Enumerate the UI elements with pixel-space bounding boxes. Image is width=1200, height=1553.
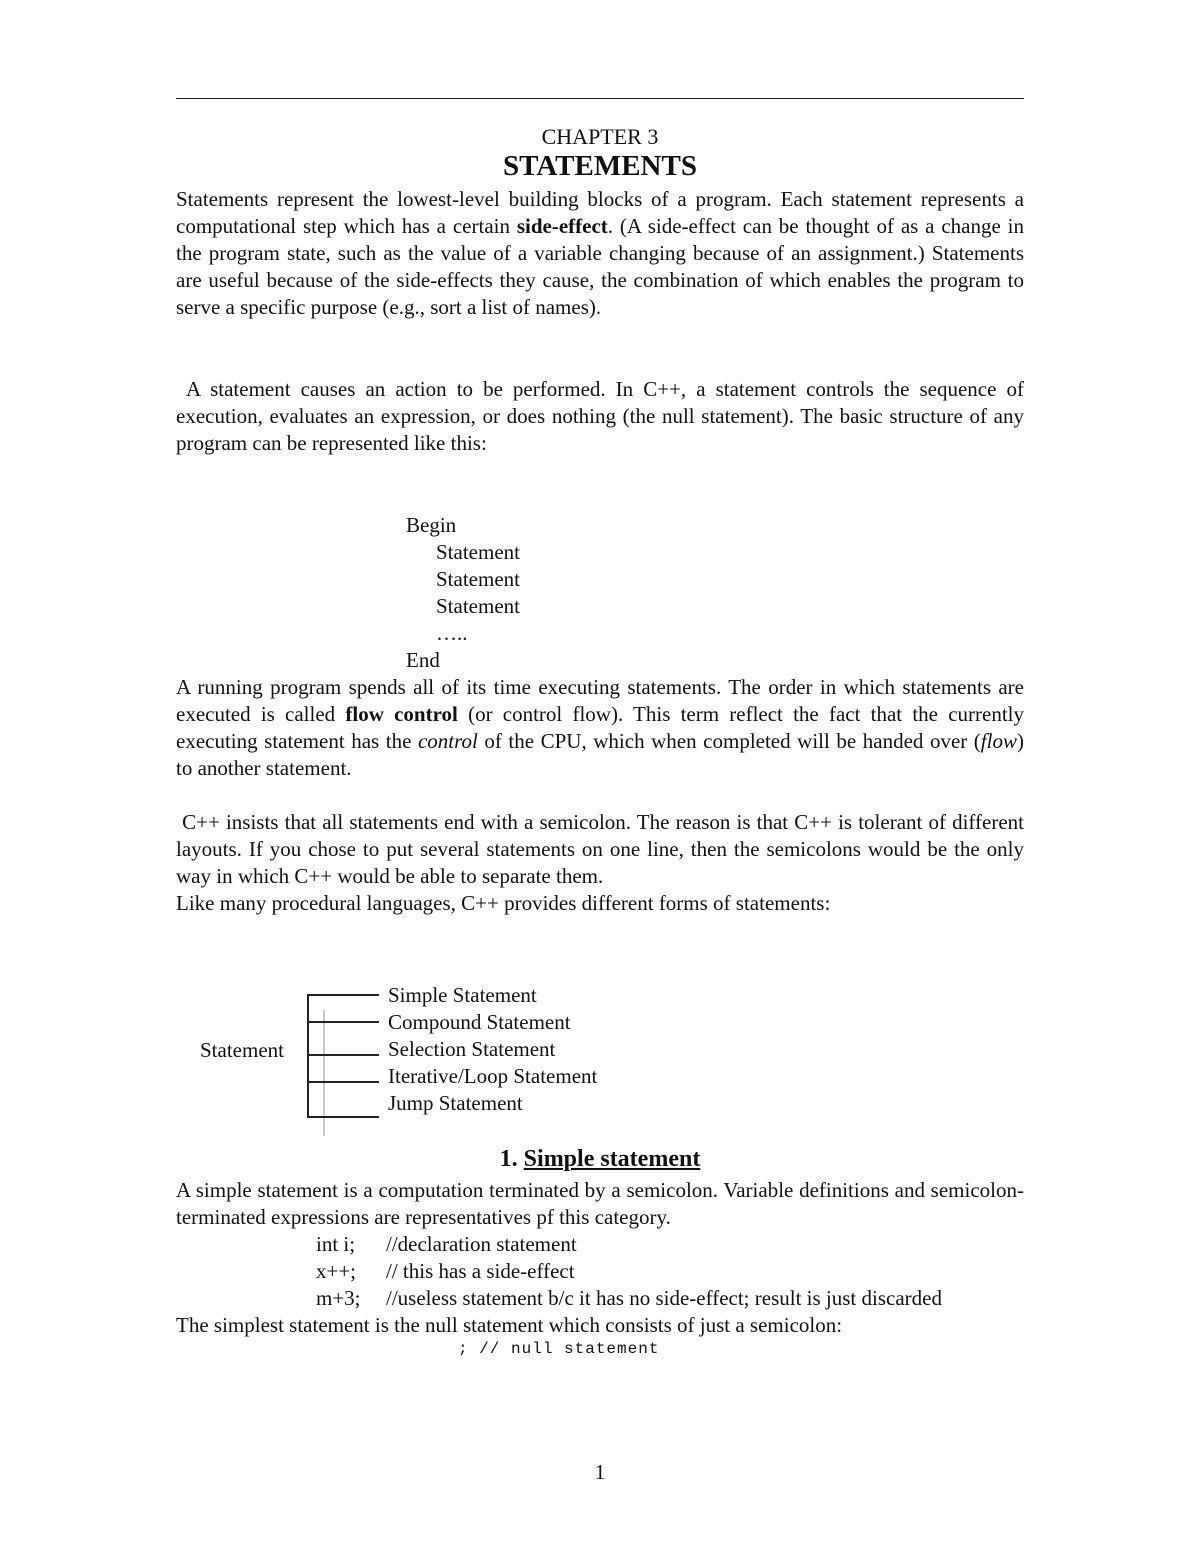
- intro-text-2: . (A side-effect can be thought of as a change in the program state, such as the value of a variable changing because of an assignment.) Statements are useful because of the side-effects they cause, the combination of which enables the program to serve a specific purpose (e.g., sort a list of names).: [176, 214, 1024, 319]
- semicolon-paragraph: C++ insists that all statements end with a semicolon. The reason is that C++ is tolerant of different layouts. If you chose to put several statements on one line, then the semicolons would be the only way in which C++ would be able to separate them.: [176, 810, 1030, 888]
- flow-term: flow: [980, 729, 1017, 753]
- tree-root-label: Statement: [200, 1038, 284, 1062]
- simple-statement-paragraph: A simple statement is a computation terminated by a semicolon. Variable definitions and semicolon- terminated expressions are representatives pf this category.: [176, 1178, 1024, 1229]
- code-comment: // this has a side-effect: [386, 1259, 575, 1283]
- tree-branch: [307, 1116, 379, 1118]
- tree-item-compound: Compound Statement: [388, 1010, 571, 1034]
- pseudocode-line: Statement: [436, 540, 520, 564]
- code-statement: m+3;: [316, 1286, 361, 1310]
- flow-text-c: of the CPU, which when completed will be handed over (: [477, 729, 981, 753]
- code-statement: int i;: [316, 1232, 356, 1256]
- null-statement-paragraph: The simplest statement is the null statement which consists of just a semicolon:: [176, 1313, 843, 1337]
- tree-item-jump: Jump Statement: [388, 1091, 523, 1115]
- pseudocode-begin: Begin: [406, 513, 457, 537]
- intro-text-1: Statements represent the lowest-level building blocks of a program. Each statement represents a computational step which has a certain: [176, 187, 1024, 238]
- section-heading: [0, 1146, 1200, 1173]
- chapter-title: STATEMENTS: [503, 150, 697, 182]
- page-number: 1: [594, 1460, 606, 1484]
- pseudocode-line: Statement: [436, 594, 520, 618]
- pseudocode-line: Statement: [436, 567, 520, 591]
- flow-control-paragraph: [176, 674, 1024, 782]
- code-example-row: [316, 1285, 942, 1312]
- flow-text-d: ) to another statement.: [176, 729, 1024, 780]
- structure-paragraph: A statement causes an action to be performed. In C++, a statement controls the sequence of execution, evaluates an expression, or does nothing (the null statement). The basic structure of any program can be represented like this:: [176, 377, 1030, 455]
- chapter-label: CHAPTER 3: [541, 124, 659, 149]
- tree-bracket-line: [307, 994, 309, 1118]
- tree-branch: [307, 1021, 379, 1023]
- code-comment: //useless statement b/c it has no side-effect; result is just discarded: [386, 1286, 942, 1310]
- intro-paragraph: [176, 186, 1024, 321]
- pseudocode-end: End: [406, 648, 440, 672]
- code-example-row: [316, 1258, 942, 1285]
- flow-text-b: (or control flow). This term reflect the fact that the currently executing statement has the: [176, 702, 1025, 753]
- pseudocode-ellipsis: …..: [436, 621, 468, 645]
- header-rule: [176, 98, 1024, 99]
- flow-control-term: flow control: [345, 702, 458, 726]
- pseudocode-block: [406, 512, 520, 674]
- null-statement-code: ; // null statement: [458, 1340, 660, 1358]
- control-term: control: [417, 729, 478, 753]
- tree-branch: [307, 1054, 379, 1056]
- tree-item-selection: Selection Statement: [388, 1037, 556, 1061]
- code-examples: [316, 1231, 942, 1312]
- code-comment: //declaration statement: [386, 1232, 577, 1256]
- flow-text-a: A running program spends all of its time executing statements. The order in which statements are executed is called: [176, 675, 1024, 726]
- tree-branch: [307, 994, 379, 996]
- tree-item-simple: Simple Statement: [388, 983, 537, 1007]
- tree-branch: [307, 1081, 379, 1083]
- side-effect-term: side-effect: [516, 214, 608, 238]
- tree-item-iterative: Iterative/Loop Statement: [388, 1064, 598, 1088]
- code-statement: x++;: [316, 1259, 357, 1283]
- tree-items: [388, 982, 597, 1117]
- forms-paragraph: Like many procedural languages, C++ provides different forms of statements:: [176, 891, 831, 915]
- section-number: 1.: [499, 1146, 524, 1172]
- code-example-row: [316, 1231, 942, 1258]
- section-title: Simple statement: [523, 1146, 701, 1172]
